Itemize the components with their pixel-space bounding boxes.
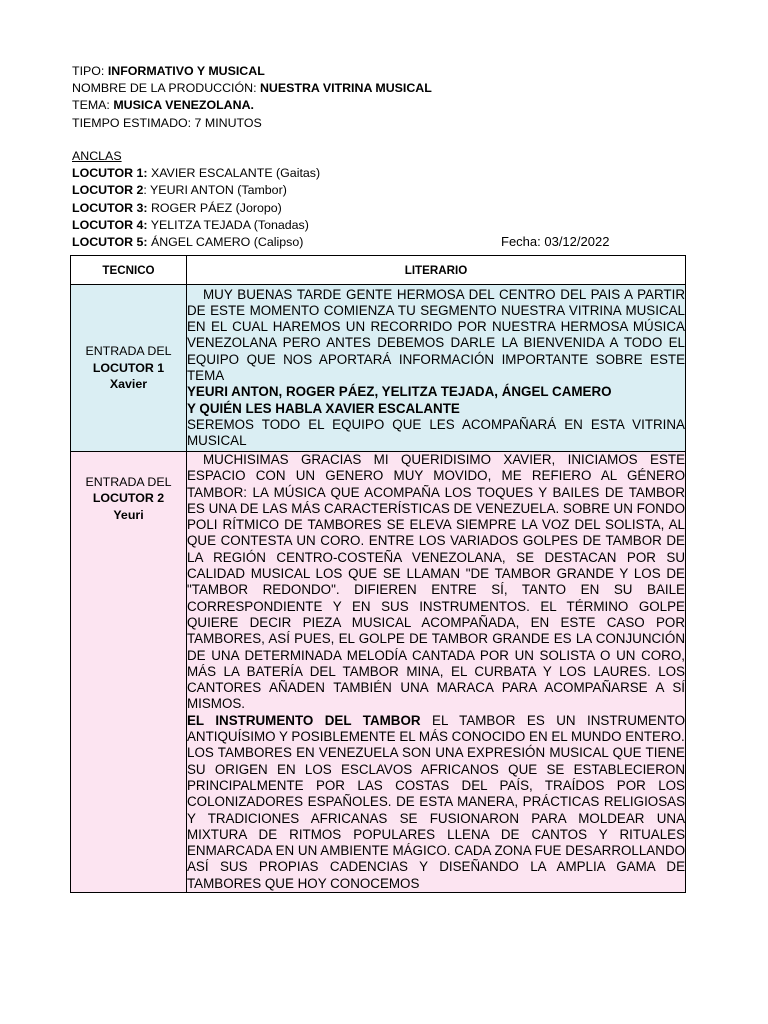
table-row — [71, 285, 686, 452]
tema-value: MUSICA VENEZOLANA. — [113, 98, 254, 113]
team-names: YEURI ANTON, ROGER PÁEZ, YELITZA TEJADA, ÁNGEL CAMERO — [187, 384, 612, 400]
locutor-2-line — [72, 182, 692, 199]
tipo-line — [72, 63, 432, 80]
fecha-date: Fecha: 03/12/2022 — [501, 234, 610, 249]
tecnico-name: Yeuri — [113, 507, 144, 522]
closing-line: SEREMOS TODO EL EQUIPO QUE LES ACOMPAÑARÁ EN ESTA VITRINA MUSICAL — [187, 416, 685, 449]
locutor-1-line — [72, 165, 692, 182]
literario-paragraph — [187, 287, 685, 385]
header-tecnico: TECNICO — [71, 256, 187, 285]
tecnico-locutor: LOCUTOR 1 — [92, 360, 165, 375]
origin-paragraph: LOS TAMBORES EN VENEZUELA SON UNA EXPRESIÓN MUSICAL QUE TIENE SU ORIGEN EN LOS ESCLAVOS AFRICANOS QUE SE ESTABLECIERON PRINCIPALMENTE POR LAS COSTAS DEL PAÍS, TRAÍDOS POR LOS COLONIZADORES ESPAÑOLES. DE ESTA MANERA, PRÁCTICAS RELIGIOSAS Y TRADICIONES AFRICANAS SE FUSIONARON PARA MOLDEAR UNA MIXTURA DE RITMOS POPULARES LLENA DE CANTOS Y RITUALES ENMARCADA EN UN AMBIENTE MÁGICO. CADA ZONA FUE DESARROLLANDO ASÍ SUS PROPIAS CADENCIAS Y DISEÑANDO LA AMPLIA GAMA DE TAMBORES QUE HOY CONOCEMOS — [187, 745, 685, 891]
tecnico-line: ENTRADA DEL — [85, 344, 172, 359]
paragraph-text: MUY BUENAS TARDE GENTE HERMOSA DEL CENTRO DEL PAIS A PARTIR DE ESTE MOMENTO COMIENZA TU SEGMENTO NUESTRA VITRINA MUSICAL EN EL CUAL HAREMOS UN RECORRIDO POR NUESTRA HERMOSA MÚSICA VENEZOLANA PERO ANTES DEBEMOS DARLE LA BIENVENIDA A TODO EL EQUIPO QUE NOS APORTARÁ INFORMACIÓN IMPORTANTE SOBRE ESTE TEMA — [187, 286, 685, 383]
locutor-name: : YEURI ANTON (Tambor) — [143, 183, 287, 198]
tipo-label: TIPO: — [72, 64, 108, 78]
locutor-name: XAVIER ESCALANTE (Gaitas) — [147, 166, 321, 181]
instrument-heading: EL INSTRUMENTO DEL TAMBOR — [187, 712, 421, 728]
tiempo-line: TIEMPO ESTIMADO: 7 MINUTOS — [72, 115, 262, 130]
instrument-paragraph — [187, 713, 685, 746]
locutor-label: LOCUTOR 4: — [72, 217, 148, 232]
table-row — [71, 452, 686, 893]
produccion-label: NOMBRE DE LA PRODUCCIÓN: — [72, 81, 260, 96]
locutor-4-line — [72, 217, 692, 234]
tipo-value: INFORMATIVO Y MUSICAL — [107, 64, 265, 78]
locutor-label: LOCUTOR 2 — [72, 183, 144, 198]
literario-cell — [187, 452, 686, 893]
locutor-label: LOCUTOR 5: — [72, 235, 148, 250]
header-literario: LITERARIO — [187, 256, 686, 285]
tecnico-line: ENTRADA DEL — [85, 475, 172, 489]
locutor-name: ÁNGEL CAMERO (Calipso) — [147, 235, 304, 250]
literario-paragraph — [187, 452, 685, 713]
locutor-name: ROGER PÁEZ (Joropo) — [147, 200, 282, 215]
table-header-row — [71, 256, 686, 285]
host-line: Y QUIÉN LES HABLA XAVIER ESCALANTE — [187, 400, 460, 416]
tema-label: TEMA: — [72, 98, 114, 113]
script-table — [70, 255, 686, 893]
tecnico-name: Xavier — [109, 377, 148, 392]
tecnico-cell — [71, 452, 187, 893]
paragraph-text: MUCHISIMAS GRACIAS MI QUERIDISIMO XAVIER, INICIAMOS ESTE ESPACIO CON UN GENERO MUY MOVIDO, ME REFIERO AL GÉNERO TAMBOR: LA MÚSICA QUE ACOMPAÑA LOS TOQUES Y BAILES DE TAMBOR ES UNA DE LAS MÁS CARACTERÍSTICAS DE VENEZUELA. SOBRE UN FONDO POLI RÍTMICO DE TAMBORES SE ELEVA SIEMPRE LA VOZ DEL SOLISTA, AL QUE CONTESTA UN CORO. ENTRE LOS VARIADOS GOLPES DE TAMBOR DE LA REGIÓN CENTRO-COSTEÑA VENEZOLANA, SE DESTACAN POR SU CALIDAD MUSICAL LOS QUE SE LLAMAN "DE TAMBOR GRANDE Y LOS DE "TAMBOR REDONDO". DIFIEREN ENTRE SÍ, TANTO EN SU BAILE CORRESPONDIENTE Y EN SUS INSTRUMENTOS. EL TÉRMINO GOLPE QUIERE DECIR PIEZA MUSICAL ACOMPAÑADA, EN ESTE CASO POR TAMBORES, ASÍ PUES, EL GOLPE DE TAMBOR GRANDE ES LA CONJUNCIÓN DE UNA DETERMINADA MELODÍA CANTADA POR UN SOLISTA O UN CORO, MÁS LA BATERÍA DEL TAMBOR MINA, EL CURBATA Y LOS LAURES. LOS CANTORES AÑADEN TAMBIÉN UNA MARACA PARA ACOMPAÑARSE A SÍ MISMOS. — [187, 452, 685, 712]
tecnico-locutor: LOCUTOR 2 — [92, 491, 165, 506]
instrument-text: EL TAMBOR ES UN INSTRUMENTO ANTIQUÍSIMO Y POSIBLEMENTE EL MÁS CONOCIDO EN EL MUNDO ENTERO. — [187, 712, 685, 745]
produccion-line — [72, 80, 432, 97]
literario-cell — [187, 285, 686, 452]
locutor-3-line — [72, 200, 692, 217]
tecnico-cell — [71, 285, 187, 452]
anclas-title: ANCLAS — [72, 149, 122, 163]
production-header — [72, 63, 432, 132]
locutor-label: LOCUTOR 3: — [72, 200, 148, 215]
tema-line — [72, 97, 432, 114]
locutor-name: YELITZA TEJADA (Tonadas) — [147, 217, 309, 232]
locutor-label: LOCUTOR 1: — [72, 166, 148, 181]
produccion-value: NUESTRA VITRINA MUSICAL — [259, 81, 432, 96]
